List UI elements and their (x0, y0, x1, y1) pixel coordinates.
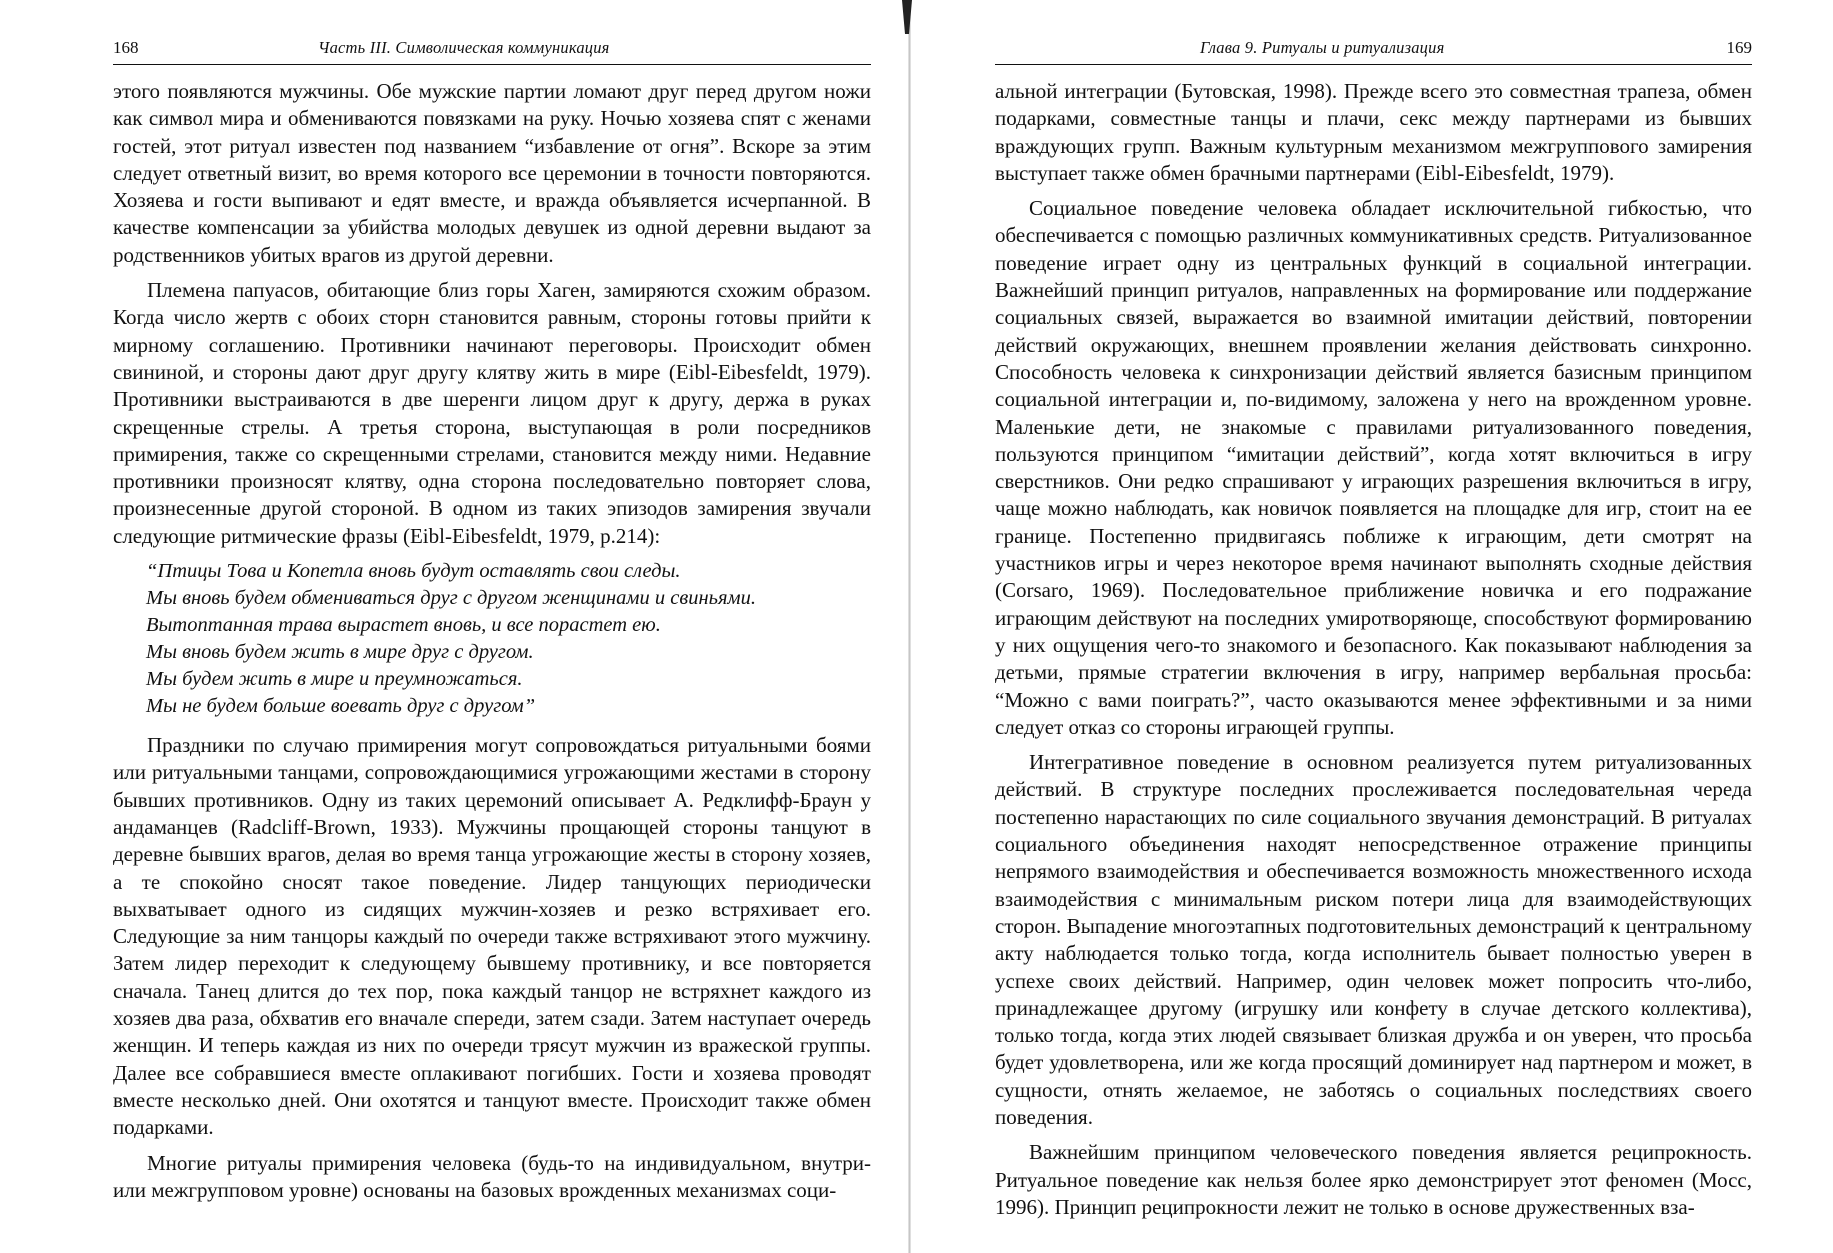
right-paragraph-1: альной интеграции (Бутовская, 1998). Прежде всего это совместная трапеза, обмен подарками, совместные танцы и плачи, секс между партнерами из бывших враждующих групп. Важным культурным механизмом межгруппового замирения выступает также обмен брачными партнерами (Eibl-Eibesfeldt, 1979). (995, 79, 1752, 185)
left-paragraph-3: Праздники по случаю примирения могут сопровождаться ритуальными боями или ритуальными танцами, сопровождающимися угрожающими жестами в сторону бывших противников. Одну из таких церемоний описывает А. Редклифф-Браун у андаманцев (Radcliff-Brown, 1933). Мужчины прощающей стороны танцуют в деревне бывших врагов, делая во время танца угрожающие жесты в сторону хозяев, а те спокойно сносят такое поведение. Лидер танцующих периодически выхватывает одного из сидящих мужчин-хозяев и резко встряхивает его. Следующие за ним танцоры каждый по очереди также встряхивают этого мужчину. Затем лидер переходит к следующему бывшему противнику, и все повторяется сначала. Танец длится до тех пор, пока каждый танцор не встряхнет каждого из хозяев два раза, обхватив его вначале спереди, затем сзади. Затем наступает очередь женщин. И теперь каждая из них по очереди трясут мужчин из вражеской группы. Далее все собравшиеся вместе оплакивают погибших. Гости и хозяева проводят вместе несколько дней. Они охотятся и танцуют вместе. Происходит также обмен подарками. (113, 733, 871, 1140)
left-running-head (113, 34, 871, 65)
right-text-column (995, 78, 1752, 1229)
poem-line-2: Мы вновь будем обмениваться друг с другом женщинами и свиньями. (146, 587, 756, 610)
ritual-poem (146, 558, 871, 720)
left-page-number: 168 (113, 38, 139, 57)
right-paragraph-4: Важнейшим принципом человеческого поведения является реципрокность. Ритуальное поведение как нельзя более ярко демонстрирует этот феномен (Мосс, 1996). Принцип реципрокности лежит не только в основе дружественных вза- (995, 1140, 1752, 1219)
book-gutter (908, 0, 911, 1253)
left-running-title: Часть III. Символическая коммуникация (318, 38, 610, 57)
poem-line-6: Мы не будем больше воевать друг с другом” (146, 695, 536, 718)
left-text-column (113, 78, 871, 1212)
right-running-title: Глава 9. Ритуалы и ритуализация (1200, 38, 1445, 57)
left-page (0, 0, 916, 1253)
poem-line-5: Мы будем жить в мире и преумножаться. (146, 668, 523, 691)
right-page-number: 169 (1726, 38, 1752, 57)
right-paragraph-3: Интегративное поведение в основном реализуется путем ритуализованных действий. В структуре последних прослеживается последовательная череда постепенно нарастающих по силе социального звучания демонстраций. В ритуалах социального объединения находят непосредственное отражение принципы непрямого взаимодействия и обеспечивается возможность множественного исхода взаимодействия с минимальным риском потери лица для взаимодействующих сторон. Выпадение многоэтапных подготовительных демонстраций к центральному акту наблюдается только тогда, когда исполнитель бывает полностью уверен в успехе своих действий. Например, один человек может попросить что-либо, принадлежащее другому (игрушку или конфету в случае детского коллектива), только тогда, когда этих людей связывает близкая дружба и он уверен, что просьба будет удовлетворена, или же когда просящий доминирует над партнером и может, в сущности, отнять желаемое, не заботясь о социальных последствиях своего поведения. (995, 750, 1752, 1129)
right-page (916, 0, 1833, 1253)
left-paragraph-4: Многие ритуалы примирения человека (будь-то на индивидуальном, внутри- или межгрупповом уровне) основаны на базовых врожденных механизмах соци- (113, 1150, 871, 1202)
poem-line-1: “Птицы Това и Копетла вновь будут оставлять свои следы. (146, 560, 681, 583)
left-paragraph-2: Племена папуасов, обитающие близ горы Хаген, замиряются схожим образом. Когда число жертв с обоих сторн становится равным, стороны готовы прийти к мирному соглашению. Противники начинают переговоры. Происходит обмен свининой, и стороны дают друг другу клятву жить в мире (Eibl-Eibesfeldt, 1979). Противники выстраиваются в две шеренги лицом друг к другу, держа в руках скрещенные стрелы. А третья сторона, выступающая в роли посредников примирения, также со скрещенными стрелами, становится между ними. Недавние противники произносят клятву, одна сторона последовательно повторяет слова, произнесенные другой стороной. В одном из таких эпизодов замирения звучали следующие ритмические фразы (Eibl-Eibesfeldt, 1979, p.214): (113, 278, 871, 548)
poem-line-3: Вытоптанная трава вырастет вновь, и все порастет ею. (146, 614, 661, 637)
left-paragraph-1: этого появляются мужчины. Обе мужские партии ломают друг перед другом ножи как символ мира и обмениваются повязками на руку. Ночью хозяева спят с женами гостей, этот ритуал известен под названием “избавление от огня”. Вскоре за этим следует ответный визит, во время которого все церемонии в точности повторяются. Хозяева и гости выпивают и едят вместе, и вражда объявляется исчерпанной. В качестве компенсации за убийства молодых девушек из одной деревни выдают за родственников убитых врагов из другой деревни. (113, 79, 871, 267)
poem-line-4: Мы вновь будем жить в мире друг с другом. (146, 641, 534, 664)
right-running-head (995, 34, 1752, 65)
right-paragraph-2: Социальное поведение человека обладает исключительной гибкостью, что обеспечивается с помощью различных коммуникативных средств. Ритуализованное поведение играет одну из центральных функций в социальной интеграции. Важнейший принцип ритуалов, направленных на формирование или поддержание социальных связей, выражается во взаимной имитации действий, повторении действий окружающих, внешнем проявлении желания действовать синхронно. Способность человека к синхронизации действий является базисным принципом социальной интеграции и, по-видимому, заложена у него на врожденном уровне. Маленькие дети, не знакомые с правилами ритуализованного поведения, пользуются принципом “имитации действий”, когда хотят включиться в игру сверстников. Они редко спрашивают у играющих разрешения включиться в игру, чаще можно наблюдать, как новичок появляется на площадке для игр, стоит на ее границе. Постепенно придвигаясь поближе к играющим, дети смотрят на участников игры и через некоторое время начинают выполнять сходные действия (Corsaro, 1969). Последовательное приближение новичка и его подражание играющим действуют на последних умиротворяюще, способствуют формированию у них ощущения чего-то знакомого и безопасного. Как показывают наблюдения за детьми, прямые стратегии включения в игру, например вербальная просьба: “Можно с вами поиграть?”, часто оказываются менее эффективными и за ними следует отказ со стороны играющей группы. (995, 196, 1752, 739)
